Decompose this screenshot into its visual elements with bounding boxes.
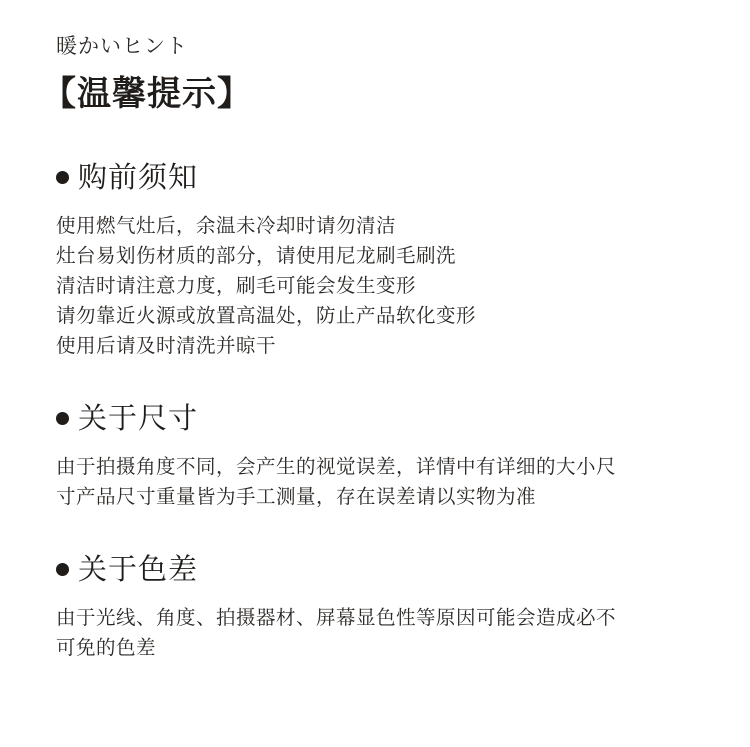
bullet-icon <box>56 171 69 184</box>
section-body <box>56 211 716 361</box>
section-title: 关于尺寸 <box>78 401 199 435</box>
section-heading <box>56 157 716 197</box>
body-line: 可免的色差 <box>56 636 157 659</box>
body-line: 使用燃气灶后，余温未冷却时请勿清洁 <box>56 214 397 237</box>
bullet-icon <box>56 412 69 425</box>
section-purchase-notice <box>56 157 716 361</box>
section-heading <box>56 549 716 589</box>
body-line: 由于光线、角度、拍摄器材、屏幕显色性等原因可能会造成必不 <box>56 606 617 629</box>
page-title: 【温馨提示】 <box>42 74 252 114</box>
body-line: 清洁时请注意力度，刷毛可能会发生变形 <box>56 274 417 297</box>
section-body <box>56 603 716 663</box>
bullet-icon <box>56 563 69 576</box>
body-line: 使用后请及时清洗并晾干 <box>56 334 277 357</box>
section-title: 关于色差 <box>78 552 199 586</box>
section-color-difference <box>56 549 716 663</box>
body-line: 灶台易划伤材质的部分，请使用尼龙刷毛刷洗 <box>56 244 457 267</box>
section-body <box>56 452 716 512</box>
body-line: 请勿靠近火源或放置高温处，防止产品软化变形 <box>56 304 477 327</box>
section-heading <box>56 398 716 438</box>
body-line: 由于拍摄角度不同，会产生的视觉误差，详情中有详细的大小尺 <box>56 455 617 478</box>
section-size <box>56 398 716 512</box>
body-line: 寸产品尺寸重量皆为手工测量，存在误差请以实物为准 <box>56 485 537 508</box>
section-title: 购前须知 <box>78 160 199 194</box>
japanese-subtitle: 暖かいヒント <box>56 34 188 58</box>
